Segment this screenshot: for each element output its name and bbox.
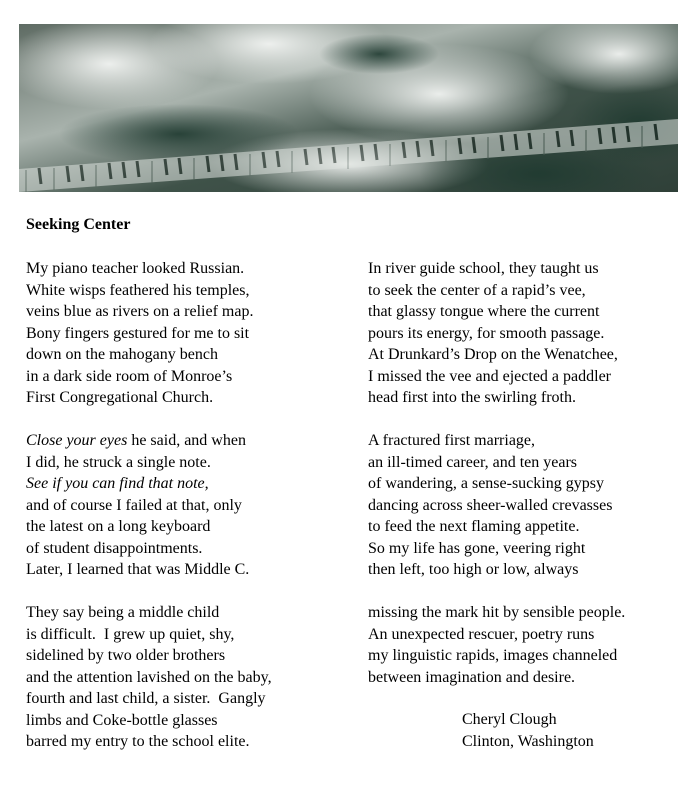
- poem-line: White wisps feathered his temples,: [26, 281, 250, 299]
- poem-line: First Congregational Church.: [26, 389, 214, 406]
- poem-line: in a dark side room of Monroe’s: [26, 367, 233, 385]
- author-location: Clinton, Washington: [462, 732, 594, 750]
- poem-line: I did, he struck a single note.: [26, 453, 211, 471]
- poem-line: then left, too high or low, always: [368, 561, 579, 578]
- poem-line: Bony fingers gestured for me to sit: [26, 324, 250, 342]
- poem-line: that glassy tongue where the current: [368, 303, 600, 320]
- river-piano-keys-image: [19, 24, 678, 192]
- italic-quote: See if you can find that note,: [26, 475, 209, 492]
- poem-line: between imagination and desire.: [368, 668, 576, 686]
- poem-line: limbs and Coke-bottle glasses: [26, 711, 218, 729]
- signature-block: [462, 709, 594, 752]
- poem-title: Seeking Center: [26, 216, 131, 233]
- author-name: Cheryl Clough: [462, 711, 557, 728]
- poem-line: the latest on a long keyboard: [26, 518, 211, 535]
- poem-line: barred my entry to the school elite.: [26, 733, 250, 750]
- italic-quote: Close your eyes: [26, 432, 128, 449]
- poem-line: missing the mark hit by sensible people.: [368, 604, 626, 621]
- poem-line: sidelined by two older brothers: [26, 647, 226, 664]
- poem-line: and of course I failed at that, only: [26, 496, 242, 514]
- poem-line: They say being a middle child: [26, 604, 220, 621]
- poem-line: [26, 473, 356, 495]
- poem-left-column: [26, 258, 356, 753]
- stanza-5: [368, 430, 688, 581]
- poem-line: Later, I learned that was Middle C.: [26, 561, 250, 578]
- poem-line: dancing across sheer-walled crevasses: [368, 496, 613, 514]
- poem-line: down on the mahogany bench: [26, 346, 218, 363]
- poem-line-rest: he said, and when: [127, 432, 246, 449]
- poem-line: At Drunkard’s Drop on the Wenatchee,: [368, 346, 618, 363]
- stanza-6: [368, 602, 688, 688]
- poem-line: fourth and last child, a sister. Gangly: [26, 690, 266, 707]
- poem-line: to feed the next flaming appetite.: [368, 518, 580, 535]
- poem-line: A fractured first marriage,: [368, 432, 536, 449]
- poem-line: head first into the swirling froth.: [368, 389, 576, 406]
- poem-line: My piano teacher looked Russian.: [26, 260, 245, 277]
- poem-line: veins blue as rivers on a relief map.: [26, 303, 254, 320]
- stanza-1: [26, 258, 356, 409]
- poem-line: pours its energy, for smooth passage.: [368, 324, 605, 342]
- poem-line: I missed the vee and ejected a paddler: [368, 367, 611, 385]
- stanza-4: [368, 258, 688, 409]
- poem-line: of student disappointments.: [26, 539, 203, 557]
- poem-line: An unexpected rescuer, poetry runs: [368, 625, 595, 643]
- poem-line: and the attention lavished on the baby,: [26, 668, 272, 686]
- poem-line: my linguistic rapids, images channeled: [368, 647, 618, 664]
- poem-line: to seek the center of a rapid’s vee,: [368, 281, 586, 299]
- banner-image: [19, 24, 678, 192]
- poem-line: [26, 430, 356, 452]
- poem-line: So my life has gone, veering right: [368, 539, 586, 557]
- poem-line: of wandering, a sense-sucking gypsy: [368, 475, 604, 492]
- poem-right-column: [368, 258, 688, 688]
- poem-line: an ill-timed career, and ten years: [368, 453, 578, 471]
- poem-line: is difficult. I grew up quiet, shy,: [26, 625, 235, 643]
- stanza-2: [26, 430, 356, 581]
- poem-line: In river guide school, they taught us: [368, 260, 599, 277]
- stanza-3: [26, 602, 356, 753]
